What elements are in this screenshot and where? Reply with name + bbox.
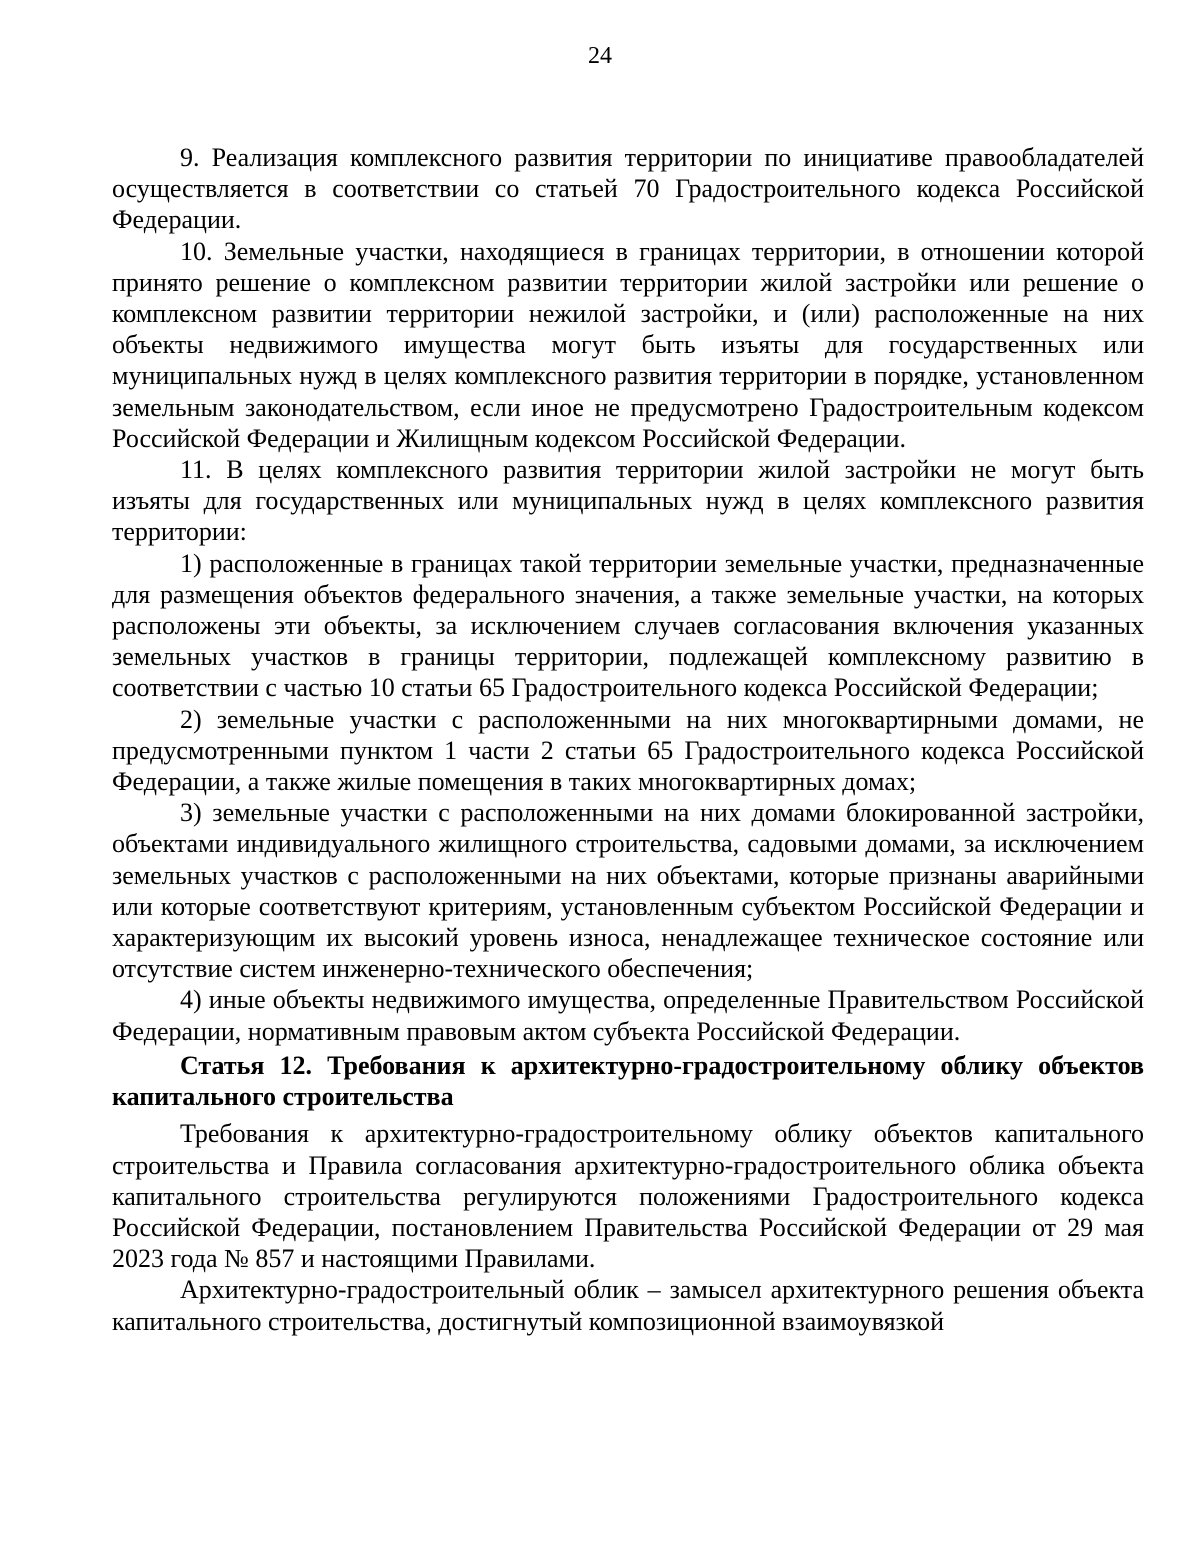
article-12-paragraph-2: Архитектурно-градостроительный облик – замысел архитектурного решения объекта капитального строительства, достигнутый композиционной взаимоувязкой [112, 1275, 1144, 1336]
paragraph-11: 11. В целях комплексного развития территории жилой застройки не могут быть изъяты для государственных или муниципальных нужд в целях комплексного развития территории: [112, 455, 1144, 547]
document-body [112, 142, 1144, 1337]
list-item-3: 3) земельные участки с расположенными на них домами блокированной застройки, объектами индивидуального жилищного строительства, садовыми домами, за исключением земельных участков с расположенными на них объектами, которые признаны аварийными или которые соответствуют критериям, установленным субъектом Российской Федерации и характеризующим их высокий уровень износа, ненадлежащее техническое состояние или отсутствие систем инженерно-технического обеспечения; [112, 798, 1144, 984]
list-item-2: 2) земельные участки с расположенными на них многоквартирными домами, не предусмотренными пунктом 1 части 2 статьи 65 Градостроительного кодекса Российской Федерации, а также жилые помещения в таких многоквартирных домах; [112, 704, 1144, 797]
page-number: 24 [588, 43, 612, 69]
list-item-4: 4) иные объекты недвижимого имущества, определенные Правительством Российской Федерации, нормативным правовым актом субъекта Российской Федерации. [112, 985, 1144, 1046]
article-12-heading: Статья 12. Требования к архитектурно-градостроительному облику объектов капитального строительства [112, 1050, 1144, 1112]
article-12-paragraph-1: Требования к архитектурно-градостроительному облику объектов капитального строительства и Правила согласования архитектурно-градостроительного облика объекта капитального строительства регулируются положениями Градостроительного кодекса Российской Федерации, постановлением Правительства Российской Федерации от 29 мая 2023 года № 857 и настоящими Правилами. [112, 1119, 1144, 1274]
list-item-1: 1) расположенные в границах такой территории земельные участки, предназначенные для размещения объектов федерального значения, а также земельные участки, на которых расположены эти объекты, за исключением случаев согласования включения указанных земельных участков в границы территории, подлежащей комплексному развитию в соответствии с частью 10 статьи 65 Градостроительного кодекса Российской Федерации; [112, 548, 1144, 703]
paragraph-10: 10. Земельные участки, находящиеся в границах территории, в отношении которой принято решение о комплексном развитии территории жилой застройки или решение о комплексном развитии территории нежилой застройки, и (или) расположенные на них объекты недвижимого имущества могут быть изъяты для государственных или муниципальных нужд в целях комплексного развития территории в порядке, установленном земельным законодательством, если иное не предусмотрено Градостроительным кодексом Российской Федерации и Жилищным кодексом Российской Федерации. [112, 236, 1144, 453]
paragraph-9: 9. Реализация комплексного развития территории по инициативе правообладателей осуществляется в соответствии со статьей 70 Градостроительного кодекса Российской Федерации. [112, 143, 1144, 235]
